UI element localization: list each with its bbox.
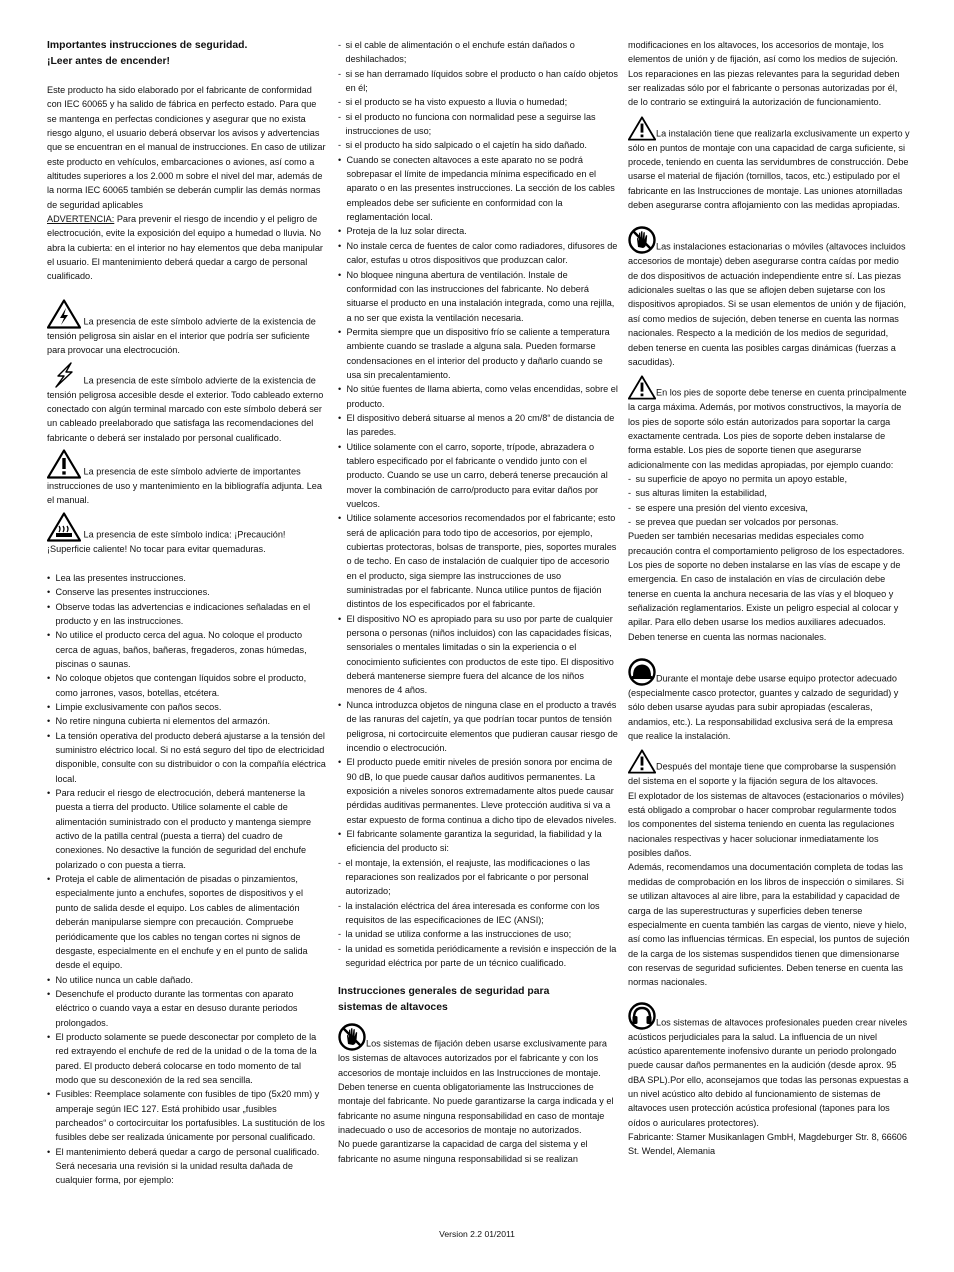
list-item: • Conserve las presentes instrucciones. — [47, 585, 326, 599]
fixation-text: Los sistemas de fijación deben usarse exclusivamente para los sistemas de altavoces autorizados por el fabricante y con los accesorios de montaje incluidos en las Instrucciones de montaje. Deben tenerse en cuenta obligatoriamente las Instrucciones de montaje del fabricante. No puede garantizarse la carga indicada y el fabricante no asume ninguna responsabilidad en caso de montaje inadecuado o uso de accesorios de montaje no autorizados. — [338, 1039, 614, 1136]
warning-text: Para prevenir el riesgo de incendio y el peligro de electrocución, evite la exposición del equipo a humedad o lluvia. No abra la cubierta: en el interior no hay elementos que deba manipular el usuario. El mantenimiento deberá quedar a cargo de personal cualificado. — [47, 214, 323, 282]
list-item: • Nunca introduzca objetos de ninguna clase en el producto a través de las ranuras del cajetín, ya que podrían tocar puntos de tensión peligrosa, ni cortocircuite elementos que pudieran causar riesgo de incendio o electrocución. — [338, 698, 619, 755]
symbol-lightning-triangle-text: La presencia de este símbolo advierte de la existencia de tensión peligrosa sin aislar en el interior que podría ser suficiente para provocar una electrocución. — [47, 316, 316, 356]
prohibition-hand-icon — [338, 1023, 366, 1051]
ear-protection-icon — [628, 1002, 656, 1030]
installation-paragraph — [628, 116, 910, 213]
warranty-conditions-list — [338, 856, 619, 971]
symbol-exclamation-note — [47, 449, 326, 508]
exclamation-triangle-icon — [47, 449, 81, 479]
symbol-exclamation-text: La presencia de este símbolo advierte de importantes instrucciones de uso y mantenimiento en la bibliografía adjunta. Lea el manual. — [47, 466, 322, 506]
list-item: - si el producto no funciona con normalidad pese a seguirse las instrucciones de uso; — [338, 110, 619, 139]
column-2 — [338, 38, 619, 1166]
stands-text: En los pies de soporte debe tenerse en cuenta principalmente la carga máxima. Además, por motivos constructivos, la mayoría de los pies de soporte sólo están autorizados para soportar la carga exactamente centrada. Los pies de soporte deben instalarse de forma estable. Los pies de soporte tienen que asegurarse adicionalmente con las medidas apropiadas, por ejemplo cuando: — [628, 387, 907, 470]
list-item: • No utilice el producto cerca del agua. No coloque el producto cerca de aguas, baños, bañeras, fregaderos, zonas húmedas, piscinas o saunas. — [47, 628, 326, 671]
list-item: • Fusibles: Reemplace solamente con fusibles de tipo (5x20 mm) y amperaje según IEC 127. Está prohibido usar „fusibles parcheados“ o cortocircuitar los portafusibles. La sustitución de los fusibles debe ser realizada únicamente por personal cualificado. — [47, 1087, 326, 1144]
intro-paragraph — [47, 83, 326, 284]
exclamation-triangle-icon — [628, 375, 656, 400]
exclamation-triangle-icon — [628, 749, 656, 774]
symbol-hot-surface-text: La presencia de este símbolo indica: ¡Precaución! ¡Superficie caliente! No tocar para evitar quemaduras. — [47, 529, 286, 554]
protective-equipment-paragraph — [628, 658, 910, 743]
safety-heading — [47, 38, 326, 69]
list-item: • Permita siempre que un dispositivo frío se caliente a temperatura ambiente cuando se traslade a alguna sala. Pueden formarse condensaciones en el interior del producto y dañarlo cuando se usa sin precalentamiento. — [338, 325, 619, 382]
after-installation-paragraph — [628, 749, 910, 989]
list-item: - si el cable de alimentación o el enchufe están dañados o deshilachados; — [338, 38, 619, 67]
stands-conditions-list — [628, 472, 910, 529]
symbol-lightning-triangle-note — [47, 299, 326, 358]
list-item: • Para reducir el riesgo de electrocución, deberá mantenerse la puesta a tierra del producto. Utilice solamente el cable de alimentación suministrado con el producto y mantenga siempre activo de la patilla central (puesta a tierra) del cuadro de conexiones. No desactive la función de seguridad del enchufe polarizado o con puesta a tierra. — [47, 786, 326, 872]
list-item: • Lea las presentes instrucciones. — [47, 571, 326, 585]
list-item: - el montaje, la extensión, el reajuste, las modificaciones o las reparaciones son realizados por el fabricante o por personal autorizado; — [338, 856, 619, 899]
list-item: • Desenchufe el producto durante las tormentas con aparato eléctrico o cuando vaya a estar en desuso durante periodos prolongados. — [47, 987, 326, 1030]
list-item: • No instale cerca de fuentes de calor como radiadores, difusores de calor, estufas u otros dispositivos que produzcan calor. — [338, 239, 619, 268]
column-3 — [628, 38, 910, 1159]
list-item: • El dispositivo NO es apropiado para su uso por parte de cualquier persona o personas (niños incluidos) con las capacidades físicas, sensoriales o mentales limitadas o sin la experiencia o el conocimiento suficientes con productos de este tipo. El dispositivo deberá mantenerse siempre fuera del alcance de los niños menores de 4 años. — [338, 612, 619, 698]
list-item: • El mantenimiento deberá quedar a cargo de personal cualificado. Será necesaria una revisión si la unidad resulta dañada de cualquier forma, por ejemplo: — [47, 1145, 326, 1188]
stationary-paragraph — [628, 226, 910, 369]
exclamation-triangle-icon — [628, 116, 656, 141]
symbol-lightning-bolt-text: La presencia de este símbolo advierte de la existencia de tensión peligrosa accesible desde el exterior. Todo cableado externo conectado con algún terminal marcado con este símbolo deberá ser un cableado preelaborado que satisfaga las recomendaciones del fabricante o deberá ser instalado por personal cualificado. — [47, 375, 324, 443]
list-item: - la unidad se utiliza conforme a las instrucciones de uso; — [338, 927, 619, 941]
list-item: - sus alturas limiten la estabilidad, — [628, 486, 910, 500]
lightning-bolt-icon — [47, 362, 81, 388]
version-footer: Version 2.2 01/2011 — [439, 1229, 515, 1239]
list-item: - su superficie de apoyo no permita un apoyo estable, — [628, 472, 910, 486]
list-item: - la unidad es sometida periódicamente a revisión e inspección de la seguridad eléctrica por parte de un técnico cualificado. — [338, 942, 619, 971]
list-item: - si el producto se ha visto expuesto a lluvia o humedad; — [338, 95, 619, 109]
operator-text: El explotador de los sistemas de altavoces (estacionarios o móviles) está obligado a comprobar o hacer comprobar regularmente todos los componentes del sistema teniendo en cuenta las regulaciones nacionales respectivas y hacer solucionar inmediatamente los posibles daños. — [628, 790, 904, 859]
speaker-safety-heading-line2: sistemas de altavoces — [338, 1001, 448, 1013]
manufacturer-text: Fabricante: Stamer Musikanlagen GmbH, Magdeburger Str. 8, 66606 St. Wendel, Alemania — [628, 1131, 907, 1157]
hearing-protection-text: Los sistemas de altavoces profesionales pueden crear niveles acústicos perjudiciales para la salud. La influencia de un nivel acústico aparentemente inofensivo durante un periodo prolongado puede causar daños permanentes en la audición (desde aprox. 95 dBA SPL).Por ello, aconsejamos que todas las personas expuestas a un nivel acústico alto debido al funcionamiento de sistemas de altavoces usen protección acústica profesional (tapones para los oídos o auriculares protectores). — [628, 1017, 909, 1128]
list-item: • Utilice solamente accesorios recomendados por el fabricante; esto será de aplicación para todo tipo de accesorios, por ejemplo, cubiertas protectoras, bolsas de transporte, pies, soportes murales o de techo. En caso de instalación de cualquier tipo de accesorio en el producto, siga siempre las instrucciones de uso suministradas por el fabricante. Nunca utilice puntos de fijación distintos de los especificados por el fabricante. — [338, 511, 619, 611]
column-1 — [47, 38, 326, 1188]
list-item: • No bloquee ninguna abertura de ventilación. Instale de conformidad con las instrucciones del fabricante. No deberá situarse el producto en una instalación integrada, como una rejilla, a no ser que exista la ventilación necesaria. — [338, 268, 619, 325]
lightning-triangle-icon — [47, 299, 81, 329]
list-item: - se prevea que puedan ser volcados por personas. — [628, 515, 910, 529]
hearing-protection-paragraph — [628, 1002, 910, 1159]
stationary-text: Las instalaciones estacionarias o móviles (altavoces incluidos accesorios de montaje) deben asegurarse contra caídas por medio de dos dispositivos de actuación independiente entre sí. Las piezas adicionales sueltas o las que se aflojen deben sujetarse con los dispositivos apropiados. Si se usan elementos de unión y de fijación, así como medios de sujeción, deben tenerse en cuenta las normas nacionales. Respecto a la medición de los medios de seguridad, deben tenerse en cuenta las posibles cargas dinámicas (fuerzas a sacudidas). — [628, 242, 906, 367]
list-item: • El producto puede emitir niveles de presión sonora por encima de 90 dB, lo que puede causar daños auditivos permanentes. La exposición a niveles sonoros extremadamente altos puede causar pérdidas auditivas permanentes. Lleve protección auditiva si va a estar expuesto de forma continua a dicho tipo de elevados niveles. — [338, 755, 619, 827]
special-measures-paragraph: Pueden ser también necesarias medidas especiales como precaución contra el comportamiento peligroso de los espectadores. Los pies de soporte no deben instalarse en las vías de escape y de emergencia. En caso de instalación en vías de circulación debe tenerse en cuenta la anchura necesaria de las vías y el bloqueo y señalización reglamentarios. Existe un peligro especial al colocar y apilar. Para ello deben usarse los medios auxiliares adecuados. Deben tenerse en cuenta las normas nacionales. — [628, 531, 905, 642]
list-item: • No coloque objetos que contengan líquidos sobre el producto, como jarrones, vasos, botellas, etcétera. — [47, 671, 326, 700]
list-item: • Observe todas las advertencias e indicaciones señaladas en el producto y en las instrucciones. — [47, 600, 326, 629]
prohibition-hand-icon — [628, 226, 656, 254]
speaker-safety-heading-line1: Instrucciones generales de seguridad para — [338, 986, 550, 998]
list-item: • Limpie exclusivamente con paños secos. — [47, 700, 326, 714]
stands-paragraph — [628, 375, 910, 472]
load-capacity-text: No puede garantizarse la capacidad de carga del sistema y el fabricante no asume ninguna responsabilidad si se realizan — [338, 1139, 588, 1164]
list-item: • Proteja el cable de alimentación de pisadas o pinzamientos, especialmente junto a enchufes, soportes de dispositivos y el punto de salida desde el equipo. Los cables de alimentación deberán manipularse siempre con precaución. Compruebe periódicamente que los cables no tengan cortes ni signos de desgaste, especialmente en el enchufe y en el punto de salida desde el equipo. — [47, 872, 326, 972]
list-item: • No utilice nunca un cable dañado. — [47, 973, 326, 987]
list-item: • El fabricante solamente garantiza la seguridad, la fiabilidad y la eficiencia del producto si: — [338, 827, 619, 856]
modifications-paragraph: modificaciones en los altavoces, los accesorios de montaje, los elementos de unión y de fijación, así como los medios de sujeción. Los reparaciones en las piezas relevantes para la seguridad deben ser realizadas sólo por el fabricante o personas autorizadas por él, de lo contrario se extinguirá la autorización de funcionamiento. — [628, 40, 900, 108]
speaker-safety-heading — [338, 984, 619, 1015]
after-installation-text: Después del montaje tiene que comprobarse la suspensión del sistema en el soporte y la fijación segura de los altavoces. — [628, 762, 896, 787]
list-item: • La tensión operativa del producto deberá ajustarse a la tensión del suministro eléctrico local. Si no está seguro del tipo de electricidad disponible, consulte con su distribuidor o con la compañía eléctrica local. — [47, 729, 326, 786]
warning-label: ADVERTENCIA: — [47, 214, 115, 225]
safety-bullet-list-2 — [338, 153, 619, 856]
symbol-lightning-bolt-note — [47, 362, 326, 445]
symbol-hot-surface-note — [47, 512, 326, 556]
list-item: • No sitúe fuentes de llama abierta, como velas encendidas, sobre el producto. — [338, 382, 619, 411]
documentation-text: Además, recomendamos una documentación completa de todas las medidas de comprobación en los libros de inspección o similares. Si se utilizan altavoces al aire libre, para la estabilidad y capacidad de carga de las superestructuras y superficies deben tenerse especialmente en cuenta también las cargas de viento, nieve y hielo, así como las influencias térmicas. En especial, los puntos de sujeción de la carga de los sistemas suspendidos tienen que dimensionarse con reservas de seguridad suficientes. Deben tenerse en cuenta las normas nacionales. — [628, 862, 910, 988]
list-item: - si el producto ha sido salpicado o el cajetín ha sido dañado. — [338, 138, 619, 152]
list-item: - la instalación eléctrica del área interesada es conforme con los requisitos de las especificaciones de IEC (ANSI); — [338, 899, 619, 928]
fixation-paragraph — [338, 1023, 619, 1166]
list-item: - se espere una presión del viento excesiva, — [628, 501, 910, 515]
safety-bullet-list — [47, 571, 326, 1188]
safety-heading-line2: ¡Leer antes de encender! — [47, 55, 170, 67]
intro-text: Este producto ha sido elaborado por el fabricante de conformidad con IEC 60065 y ha salido de fábrica en perfecto estado. Para que se mantenga en perfectas condiciones y asegurar que no exista riesgo alguno, el usuario deberá observar los avisos y advertencias que se encuentran en el manual de instrucciones. En caso de utilizar este producto en vehículos, embarcaciones o aviones, así como a altitudes superiores a los 2.000 m sobre el nivel del mar, además de la norma IEC 60065 también se deberán cumplir las demás normas de seguridad aplicables — [47, 85, 326, 210]
list-item: • No retire ninguna cubierta ni elementos del armazón. — [47, 714, 326, 728]
safety-heading-line1: Importantes instrucciones de seguridad. — [47, 40, 248, 51]
service-conditions-list — [338, 38, 619, 153]
list-item: • Proteja de la luz solar directa. — [338, 224, 619, 238]
list-item: - si se han derramado líquidos sobre el producto o han caído objetos en él; — [338, 67, 619, 96]
protective-equipment-text: Durante el montaje debe usarse equipo protector adecuado (especialmente casco protector, guantes y calzado de seguridad) y sólo deben usarse ayudas para subir apropiadas (escaleras, andamios, etc.). La responsabilidad exclusiva será de la empresa que realice la instalación. — [628, 673, 899, 742]
list-item: • El dispositivo deberá situarse al menos a 20 cm/8“ de distancia de las paredes. — [338, 411, 619, 440]
installation-text: La instalación tiene que realizarla exclusivamente un experto y sólo en puntos de montaje con una capacidad de carga suficiente, si procede, teniendo en cuenta las servidumbres de construcción. Debe usarse el material de fijación (tornillos, tacos, etc.) estipulado por el fabricante en las Instrucciones de montaje. Las uniones atornilladas deben asegurarse contra aflojamiento con las medidas apropiadas. — [628, 128, 910, 211]
helmet-icon — [628, 658, 656, 686]
list-item: • Cuando se conecten altavoces a este aparato no se podrá sobrepasar el límite de impedancia mínima especificado en el aparato o en las presentes instrucciones. La sección de los cables empleados debe ser suficiente en conformidad con la reglamentación local. — [338, 153, 619, 225]
list-item: • El producto solamente se puede desconectar por completo de la red extrayendo el enchufe de red de la unidad o de la toma de la pared. El producto deberá colocarse en todo momento de tal modo que su desconexión de la red sea sencilla. — [47, 1030, 326, 1087]
list-item: • Utilice solamente con el carro, soporte, trípode, abrazadera o tablero especificado por el fabricante o vendido junto con el producto. Cuando se use un carro, deberá tenerse precaución al mover la combinación de carro/producto para evitar daños por vuelcos. — [338, 440, 619, 512]
hot-surface-triangle-icon — [47, 512, 81, 542]
